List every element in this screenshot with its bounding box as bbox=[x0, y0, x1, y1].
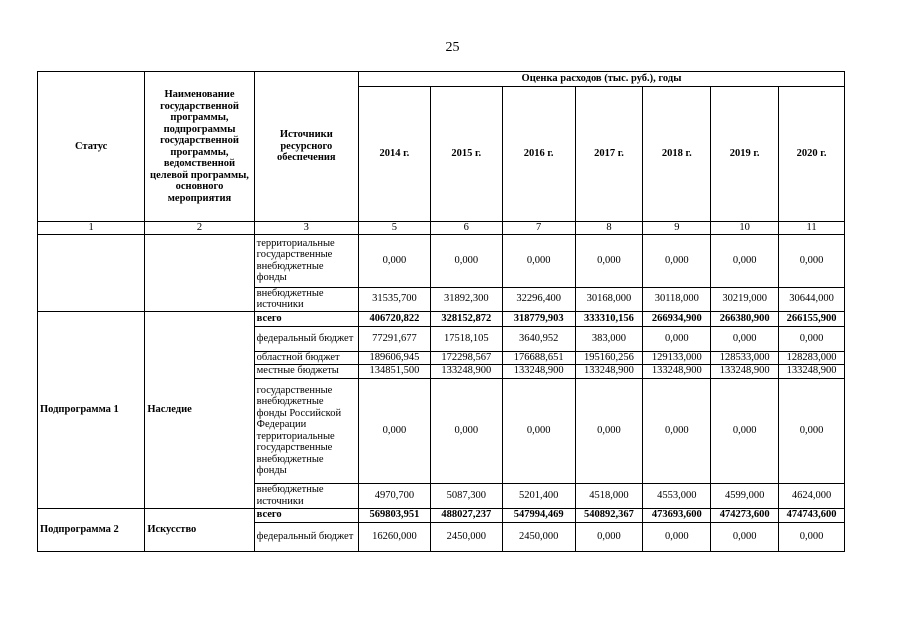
value-cell: 0,000 bbox=[502, 234, 575, 287]
index-cell: 5 bbox=[358, 222, 430, 235]
value-cell: 0,000 bbox=[430, 378, 502, 483]
value-cell: 129133,000 bbox=[643, 351, 711, 364]
value-cell: 195160,256 bbox=[575, 351, 643, 364]
value-cell: 0,000 bbox=[575, 234, 643, 287]
value-cell: 176688,651 bbox=[502, 351, 575, 364]
value-cell: 17518,105 bbox=[430, 326, 502, 351]
value-cell: 3640,952 bbox=[502, 326, 575, 351]
value-cell: 31535,700 bbox=[358, 287, 430, 311]
header-row-1 bbox=[38, 72, 845, 87]
source-cell: областной бюджет bbox=[254, 351, 358, 364]
value-cell: 0,000 bbox=[779, 326, 845, 351]
index-cell: 7 bbox=[502, 222, 575, 235]
table-row bbox=[38, 234, 845, 287]
value-cell: 2450,000 bbox=[502, 522, 575, 551]
status-cell: Подпрограмма 1 bbox=[38, 311, 145, 508]
value-cell: 266155,900 bbox=[779, 311, 845, 326]
index-cell: 8 bbox=[575, 222, 643, 235]
value-cell: 0,000 bbox=[779, 378, 845, 483]
value-cell: 0,000 bbox=[358, 234, 430, 287]
value-cell: 133248,900 bbox=[643, 364, 711, 378]
value-cell: 2450,000 bbox=[430, 522, 502, 551]
header-name: Наименование государственной программы, подпрограммы государственной программы, ведомственной целевой программы, основного мероприятия bbox=[145, 72, 254, 222]
index-cell: 3 bbox=[254, 222, 358, 235]
value-cell: 30219,000 bbox=[711, 287, 779, 311]
table-row bbox=[38, 508, 845, 522]
value-cell: 333310,156 bbox=[575, 311, 643, 326]
value-cell: 4553,000 bbox=[643, 483, 711, 508]
index-cell: 1 bbox=[38, 222, 145, 235]
header-year: 2016 г. bbox=[502, 87, 575, 222]
value-cell: 328152,872 bbox=[430, 311, 502, 326]
value-cell: 134851,500 bbox=[358, 364, 430, 378]
source-cell: внебюджетные источники bbox=[254, 287, 358, 311]
header-status: Статус bbox=[38, 72, 145, 222]
value-cell: 133248,900 bbox=[502, 364, 575, 378]
value-cell: 133248,900 bbox=[711, 364, 779, 378]
value-cell: 4624,000 bbox=[779, 483, 845, 508]
value-cell: 474273,600 bbox=[711, 508, 779, 522]
value-cell: 406720,822 bbox=[358, 311, 430, 326]
value-cell: 0,000 bbox=[711, 234, 779, 287]
index-cell: 6 bbox=[430, 222, 502, 235]
header-expenses: Оценка расходов (тыс. руб.), годы bbox=[358, 72, 844, 87]
header-year: 2014 г. bbox=[358, 87, 430, 222]
value-cell: 4518,000 bbox=[575, 483, 643, 508]
value-cell: 0,000 bbox=[575, 378, 643, 483]
value-cell: 4599,000 bbox=[711, 483, 779, 508]
value-cell: 473693,600 bbox=[643, 508, 711, 522]
value-cell: 0,000 bbox=[502, 378, 575, 483]
header-year: 2019 г. bbox=[711, 87, 779, 222]
value-cell: 0,000 bbox=[711, 522, 779, 551]
value-cell: 128283,000 bbox=[779, 351, 845, 364]
value-cell: 128533,000 bbox=[711, 351, 779, 364]
source-cell: федеральный бюджет bbox=[254, 326, 358, 351]
value-cell: 30118,000 bbox=[643, 287, 711, 311]
index-cell: 2 bbox=[145, 222, 254, 235]
program-name-cell bbox=[145, 234, 254, 311]
value-cell: 30168,000 bbox=[575, 287, 643, 311]
value-cell: 318779,903 bbox=[502, 311, 575, 326]
value-cell: 0,000 bbox=[711, 326, 779, 351]
value-cell: 0,000 bbox=[779, 522, 845, 551]
page-number: 25 bbox=[445, 40, 460, 55]
value-cell: 0,000 bbox=[643, 234, 711, 287]
value-cell: 30644,000 bbox=[779, 287, 845, 311]
index-row bbox=[38, 222, 845, 235]
value-cell: 540892,367 bbox=[575, 508, 643, 522]
index-cell: 11 bbox=[779, 222, 845, 235]
program-name-cell: Искусство bbox=[145, 508, 254, 551]
value-cell: 32296,400 bbox=[502, 287, 575, 311]
source-cell: федеральный бюджет bbox=[254, 522, 358, 551]
value-cell: 488027,237 bbox=[430, 508, 502, 522]
status-cell: Подпрограмма 2 bbox=[38, 508, 145, 551]
value-cell: 16260,000 bbox=[358, 522, 430, 551]
value-cell: 133248,900 bbox=[575, 364, 643, 378]
value-cell: 569803,951 bbox=[358, 508, 430, 522]
value-cell: 77291,677 bbox=[358, 326, 430, 351]
value-cell: 0,000 bbox=[358, 378, 430, 483]
value-cell: 0,000 bbox=[430, 234, 502, 287]
value-cell: 547994,469 bbox=[502, 508, 575, 522]
value-cell: 0,000 bbox=[575, 522, 643, 551]
value-cell: 383,000 bbox=[575, 326, 643, 351]
header-year: 2020 г. bbox=[779, 87, 845, 222]
value-cell: 0,000 bbox=[643, 378, 711, 483]
status-cell bbox=[38, 234, 145, 311]
source-cell: местные бюджеты bbox=[254, 364, 358, 378]
table-row bbox=[38, 311, 845, 326]
value-cell: 4970,700 bbox=[358, 483, 430, 508]
value-cell: 0,000 bbox=[643, 326, 711, 351]
value-cell: 31892,300 bbox=[430, 287, 502, 311]
header-sources: Источники ресурсного обеспечения bbox=[254, 72, 358, 222]
program-name-cell: Наследие bbox=[145, 311, 254, 508]
value-cell: 0,000 bbox=[779, 234, 845, 287]
source-cell: всего bbox=[254, 311, 358, 326]
value-cell: 5087,300 bbox=[430, 483, 502, 508]
header-year: 2017 г. bbox=[575, 87, 643, 222]
source-cell: территориальные государственные внебюджетные фонды bbox=[254, 234, 358, 287]
source-cell: всего bbox=[254, 508, 358, 522]
source-cell: государственные внебюджетные фонды Российской Федерации территориальные государственные внебюджетные фонды bbox=[254, 378, 358, 483]
value-cell: 266934,900 bbox=[643, 311, 711, 326]
header-year: 2015 г. bbox=[430, 87, 502, 222]
index-cell: 10 bbox=[711, 222, 779, 235]
index-cell: 9 bbox=[643, 222, 711, 235]
value-cell: 133248,900 bbox=[779, 364, 845, 378]
value-cell: 266380,900 bbox=[711, 311, 779, 326]
header-year: 2018 г. bbox=[643, 87, 711, 222]
value-cell: 5201,400 bbox=[502, 483, 575, 508]
source-cell: внебюджетные источники bbox=[254, 483, 358, 508]
value-cell: 0,000 bbox=[643, 522, 711, 551]
value-cell: 0,000 bbox=[711, 378, 779, 483]
value-cell: 189606,945 bbox=[358, 351, 430, 364]
value-cell: 133248,900 bbox=[430, 364, 502, 378]
value-cell: 172298,567 bbox=[430, 351, 502, 364]
budget-table bbox=[37, 71, 845, 552]
value-cell: 474743,600 bbox=[779, 508, 845, 522]
